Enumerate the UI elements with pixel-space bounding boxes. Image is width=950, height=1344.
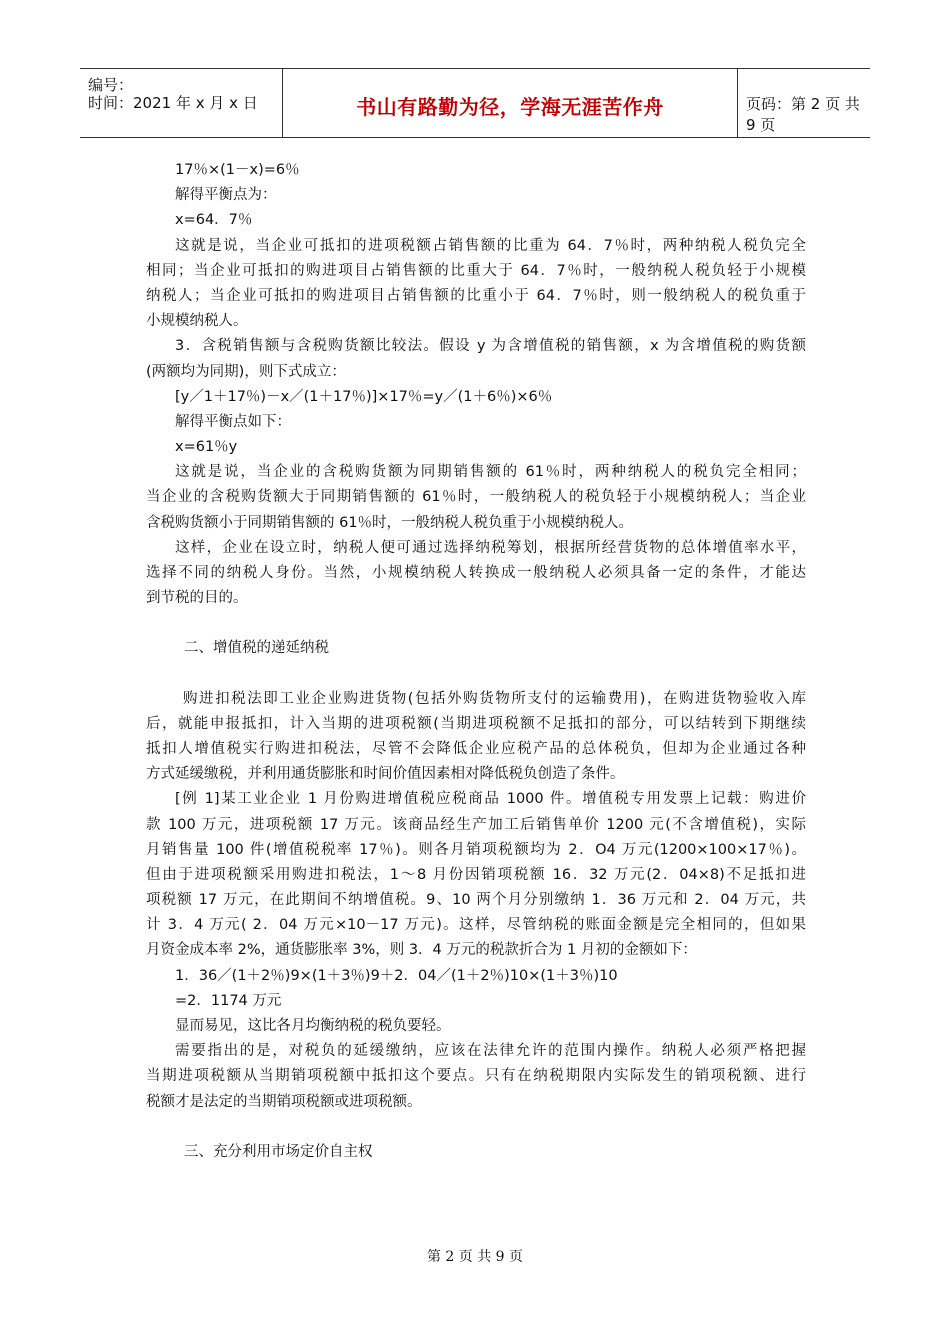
blank-line [146, 611, 806, 636]
document-date-label: 时间：2021 年 x 月 x 日 [88, 94, 258, 112]
body-line: 月资金成本率 2%，通货膨胀率 3%，则 3．4 万元的税款折合为 1 月初的金额如下： [146, 942, 697, 959]
body-line: 当企业的含税购货额大于同期销售额的 61％时，一般纳税人的税负轻于小规模纳税人；当企业 [146, 489, 806, 506]
blank-line [146, 662, 806, 687]
body-line: 选择不同的纳税人身份。当然，小规模纳税人转换成一般纳税人必须具备一定的条件，才能达 [146, 565, 806, 581]
document-body [146, 158, 806, 1165]
body-line: 款 100 万元，进项税额 17 万元。该商品经生产加工后销售单价 1200 元(不含增值税)，实际 [146, 816, 806, 833]
body-line: 小规模纳税人。 [146, 313, 248, 330]
body-line: 纳税人；当企业可抵扣的购进项目占销售额的比重小于 64．7％时，则一般纳税人的税负重于 [146, 287, 806, 304]
body-line: (两额均为同期)，则下式成立： [146, 363, 346, 380]
body-line: 17％×(1－x)=6％ [175, 162, 300, 178]
body-line: 显而易见，这比各月均衡纳税的税负要轻。 [175, 1018, 451, 1034]
header-meta-cell [80, 69, 283, 137]
body-line: 这样，企业在设立时，纳税人便可通过选择纳税筹划，根据所经营货物的总体增值率水平， [175, 539, 806, 556]
body-line: 但由于进项税额采用购进扣税法，1～8 月份因销项税额 16．32 万元(2．04×8)不足抵扣进 [146, 866, 806, 883]
body-line: [y／1＋17％)－x／(1＋17％)]×17％=y／(1＋6％)×6％ [175, 388, 553, 405]
body-line: 项税额 17 万元，在此期间不纳增值税。9、10 两个月分别缴纳 1．36 万元和 2．04 万元，共 [146, 892, 806, 909]
body-line: 方式延缓缴税，并利用通货膨胀和时间价值因素相对降低税负创造了条件。 [146, 766, 625, 783]
body-line: 购进扣税法即工业企业购进货物(包括外购货物所支付的运输费用)，在购进货物验收入库 [183, 690, 806, 707]
header-page-cell [738, 69, 870, 137]
body-line: 解得平衡点如下： [175, 413, 291, 430]
page-footer: 第 2 页 共 9 页 [426, 1249, 524, 1265]
body-line: 3．含税销售额与含税购货额比较法。假设 y 为含增值税的销售额，x 为含增值税的购货额 [175, 338, 806, 355]
blank-line [146, 1115, 806, 1140]
header-motto: 书山有路勤为径，学海无涯苦作舟 [356, 95, 664, 119]
body-line: 计 3．4 万元( 2．04 万元×10－17 万元)。这样，尽管纳税的账面金额是完全相同的，但如果 [146, 917, 806, 934]
body-line: 月销售量 100 件(增值税税率 17％)。则各月销项税额均为 2．O4 万元(1200×100×17％)。 [146, 841, 806, 858]
body-line: x=61％y [175, 439, 238, 456]
body-line: [例 1]某工业企业 1 月份购进增值税应税商品 1000 件。增值税专用发票上记载：购进价 [175, 791, 806, 808]
body-line: =2．1174 万元 [175, 992, 282, 1009]
body-line: 到节税的目的。 [146, 590, 248, 607]
body-line: 这就是说，当企业可抵扣的进项税额占销售额的比重为 64．7％时，两种纳税人税负完全 [175, 237, 806, 254]
body-line: 当期进项税额从当期销项税额中抵扣这个要点。只有在纳税期限内实际发生的销项税额、进行 [146, 1068, 806, 1085]
document-header [80, 68, 870, 138]
body-line: 抵扣人增值税实行购进扣税法，尽管不会降低企业应税产品的总体税负，但却为企业通过各种 [146, 740, 806, 757]
body-line: 这就是说，当企业的含税购货额为同期销售额的 61％时，两种纳税人的税负完全相同； [175, 464, 806, 481]
section-heading: 三、充分利用市场定价自主权 [184, 1143, 373, 1160]
body-line: 含税购货额小于同期销售额的 61％时，一般纳税人税负重于小规模纳税人。 [146, 514, 634, 531]
body-line: x=64．7％ [175, 212, 253, 229]
body-line: 后，就能申报抵扣，计入当期的进项税额(当期进项税额不足抵扣的部分，可以结转到下期继续 [146, 715, 806, 732]
section-heading: 二、增值税的递延纳税 [184, 640, 329, 657]
header-page-info: 页码：第 2 页 共 9 页 [746, 95, 860, 134]
body-line: 解得平衡点为： [175, 187, 277, 204]
body-line: 相同；当企业可抵扣的购进项目占销售额的比重大于 64．7％时，一般纳税人税负轻于小规模 [146, 262, 806, 279]
body-line: 税额才是法定的当期销项税额或进项税额。 [146, 1093, 422, 1110]
body-line: 1．36／(1＋2％)9×(1＋3％)9＋2．04／(1＋2％)10×(1＋3％)10 [175, 967, 618, 984]
document-code-label: 编号： [88, 76, 134, 94]
header-motto-cell [283, 69, 738, 137]
body-line: 需要指出的是，对税负的延缓缴纳，应该在法律允许的范围内操作。纳税人必须严格把握 [175, 1043, 806, 1060]
